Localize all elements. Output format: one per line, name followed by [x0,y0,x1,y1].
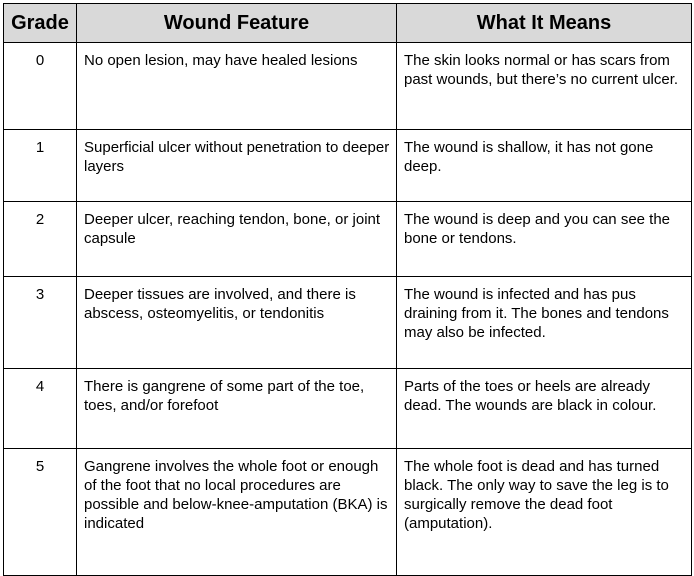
header-grade: Grade [4,4,77,43]
table-row [4,449,692,576]
grade-cell: 2 [4,202,77,277]
feature-cell: Deeper tissues are involved, and there is abscess, osteomyelitis, or tendonitis [77,277,397,369]
table-row [4,130,692,202]
grade-cell: 1 [4,130,77,202]
meaning-cell: The skin looks normal or has scars from past wounds, but there’s no current ulcer. [397,43,692,130]
meaning-cell: The wound is infected and has pus draining from it. The bones and tendons may also be infected. [397,277,692,369]
table-row [4,277,692,369]
header-wound-feature: Wound Feature [77,4,397,43]
grade-cell: 4 [4,369,77,449]
grade-cell: 5 [4,449,77,576]
grade-cell: 0 [4,43,77,130]
feature-cell: There is gangrene of some part of the toe, toes, and/or forefoot [77,369,397,449]
table-row [4,43,692,130]
meaning-cell: The wound is shallow, it has not gone deep. [397,130,692,202]
wound-grade-table [3,3,692,576]
grade-cell: 3 [4,277,77,369]
feature-cell: Superficial ulcer without penetration to deeper layers [77,130,397,202]
table-row [4,202,692,277]
feature-cell: Gangrene involves the whole foot or enough of the foot that no local procedures are possible and below-knee-amputation (BKA) is indicated [77,449,397,576]
meaning-cell: The whole foot is dead and has turned black. The only way to save the leg is to surgically remove the dead foot (amputation). [397,449,692,576]
meaning-cell: Parts of the toes or heels are already dead. The wounds are black in colour. [397,369,692,449]
table-row [4,369,692,449]
feature-cell: Deeper ulcer, reaching tendon, bone, or joint capsule [77,202,397,277]
meaning-cell: The wound is deep and you can see the bone or tendons. [397,202,692,277]
header-what-it-means: What It Means [397,4,692,43]
feature-cell: No open lesion, may have healed lesions [77,43,397,130]
header-row [4,4,692,43]
